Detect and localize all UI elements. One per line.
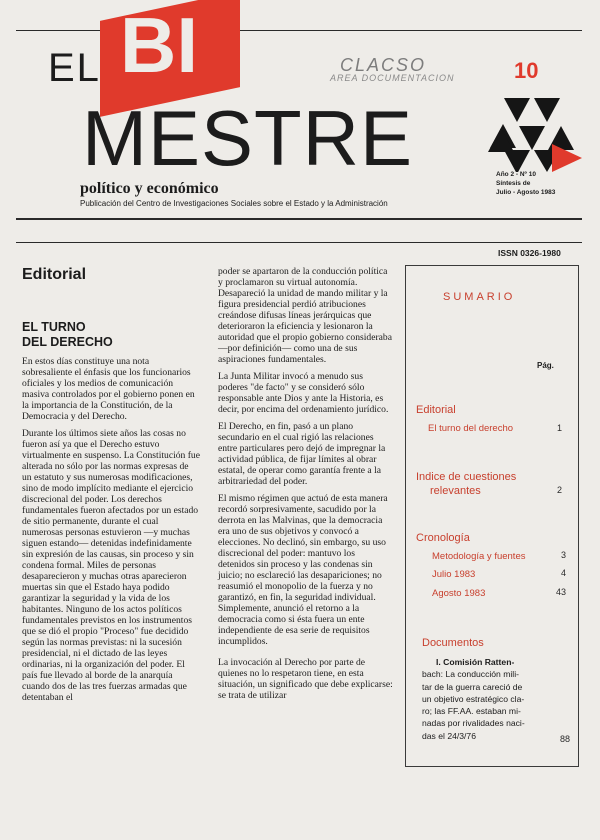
toc-section-cronologia: Cronología — [416, 532, 470, 544]
title-el: EL — [48, 46, 101, 90]
toc-item-metodologia[interactable]: Metodología y fuentes — [432, 551, 526, 562]
toc-page: 4 — [560, 568, 566, 578]
issn: ISSN 0326-1980 — [498, 248, 561, 258]
doc-line: un objetivo estratégico cla- — [422, 693, 525, 704]
editorial-title-line: DEL DERECHO — [22, 335, 113, 349]
paragraph: El mismo régimen que actuó de esta manera recordó sorpresivamente, sacudido por la derrota en las Malvinas, que la democracia era uno de sus objetivos y convocó a elecciones. No declinó, sin embargo, su uso discrecional del poder: mantuvo los detenidos sin proceso y las condenas sin juicio; no esclareció las desapariciones; no reasumió el monopolio de la fuerza y no garantizó, en fin, la seguridad individual. Simplemente, anunció el retorno a la democracia como si ésta fuera un ente independiente de esa serie de requisitos incumplidos. — [218, 493, 388, 647]
toc-item-documento[interactable] — [422, 656, 562, 742]
toc-page: 2 — [556, 485, 562, 495]
toc-page: 88 — [559, 734, 570, 744]
clacso-stamp: CLACSO — [340, 55, 427, 75]
doc-line: tar de la guerra careció de — [422, 681, 523, 692]
masthead-bottom-rule — [16, 218, 582, 220]
toc-section-indice-line2: relevantes — [430, 485, 481, 497]
issue-meta-line: Año 2 - Nº 10 — [496, 171, 536, 178]
toc-page: 1 — [556, 423, 562, 433]
doc-line: bach: La conducción mili- — [422, 669, 519, 680]
page-column-label: Pág. — [537, 361, 554, 370]
issue-meta-line: Julio - Agosto 1983 — [496, 189, 556, 196]
issue-meta — [496, 170, 555, 197]
editorial-heading: Editorial — [22, 266, 87, 283]
doc-line: I. Comisión Ratten- — [436, 657, 515, 667]
paragraph: La invocación al Derecho por parte de quienes no lo respetaron tiene, en esta situación, un significado que debe explicarse: se trata de utilizar — [218, 657, 393, 701]
paragraph: Durante los últimos siete años las cosas no fueron así ya que el Derecho estuvo virtualmente en suspenso. La Constitución fue alterada no sólo por las normas expresas de un estatuto y sus numerosas modificaciones, sino de modo implícito mediante el ejercicio discrecional del poder. Los derechos fundamentales fueron afectados por un estado de sitio permanente, durante el cual numerosas personas estuvieron —y muchas siguen estando— detenidas indefinidamente sin expresión de las causas, sin proceso y sin condena formal. Miles de personas desaparecieron y muchas otras aparecieron muertas sin que el Estado haya podido garantizar la seguridad y la vida de los habitantes. Ninguno de los actos políticos fundamentales previstos en los instrumentos que se dió el propio "Proceso" fue decidido según las normas previstas: ni la sucesión presidencial, ni el dictado de las leyes ordinarias, ni la organización del poder. El país fue llevado al borde de la anarquía cuando dos de las tres fuerzas armadas que detentaban el — [22, 428, 200, 703]
paragraph: En estos días constituye una nota sobresaliente el énfasis que los funcionarios oficiales y los medios de comunicación masiva controlados por el gobierno ponen en la importancia de la Constitución, de la Democracia y del Derecho. — [22, 356, 195, 422]
issue-meta-line: Síntesis de — [496, 180, 531, 187]
paragraph: La Junta Militar invocó a menudo sus poderes "de facto" y se consideró sólo responsable ante Dios y ante la Historia, es decir, por encima del ordenamiento jurídico. — [218, 371, 389, 415]
toc-section-documentos: Documentos — [422, 637, 484, 649]
title-bi: BI — [120, 1, 198, 89]
subtitle: político y económico — [80, 180, 219, 197]
doc-line: das el 24/3/76 — [422, 730, 476, 741]
issn-rule — [16, 242, 582, 243]
editorial-title-line: EL TURNO — [22, 320, 86, 334]
toc-section-indice[interactable]: Indice de cuestiones — [416, 471, 517, 483]
sumario-title: SUMARIO — [443, 291, 516, 303]
publisher-line: Publicación del Centro de Investigaciones Sociales sobre el Estado y la Administración — [80, 199, 388, 208]
title-mestre: MESTRE — [82, 94, 414, 182]
toc-item-agosto[interactable]: Agosto 1983 — [432, 588, 486, 599]
toc-item-julio[interactable]: Julio 1983 — [432, 569, 476, 580]
editorial-column-2 — [218, 266, 394, 707]
clacso-stamp-sub: AREA DOCUMENTACION — [330, 73, 455, 83]
editorial-column-1 — [22, 356, 200, 709]
toc-section-editorial: Editorial — [416, 404, 456, 416]
toc-page: 3 — [560, 550, 566, 560]
doc-line: ro; las FF.AA. estaban mi- — [422, 706, 521, 717]
paragraph: El Derecho, en fin, pasó a un plano secundario en el cual rigió las relaciones entre particulares pero dejó de impregnar la actividad pública, de fijar límites al obrar estatal, de operar como garantía frente a la arbitrariedad del poder. — [218, 421, 386, 487]
doc-line: nadas por rivalidades naci- — [422, 718, 525, 729]
toc-page: 43 — [555, 587, 566, 597]
issue-number: 10 — [514, 58, 539, 83]
editorial-title — [22, 320, 113, 350]
paragraph: poder se apartaron de la conducción política y proclamaron su virtual autonomía. Desapareció la unidad de mando militar y la figura presidencial perdió atribuciones creándose difusas líneas jerárquicas que deterioraron la eficiencia y lesionaron la autoridad que el propio gobierno consideraba —por definición— como una de sus aspiraciones fundamentales. — [218, 266, 392, 365]
hexagon-logo-icon — [482, 92, 582, 172]
toc-item-turno[interactable]: El turno del derecho — [428, 423, 514, 434]
